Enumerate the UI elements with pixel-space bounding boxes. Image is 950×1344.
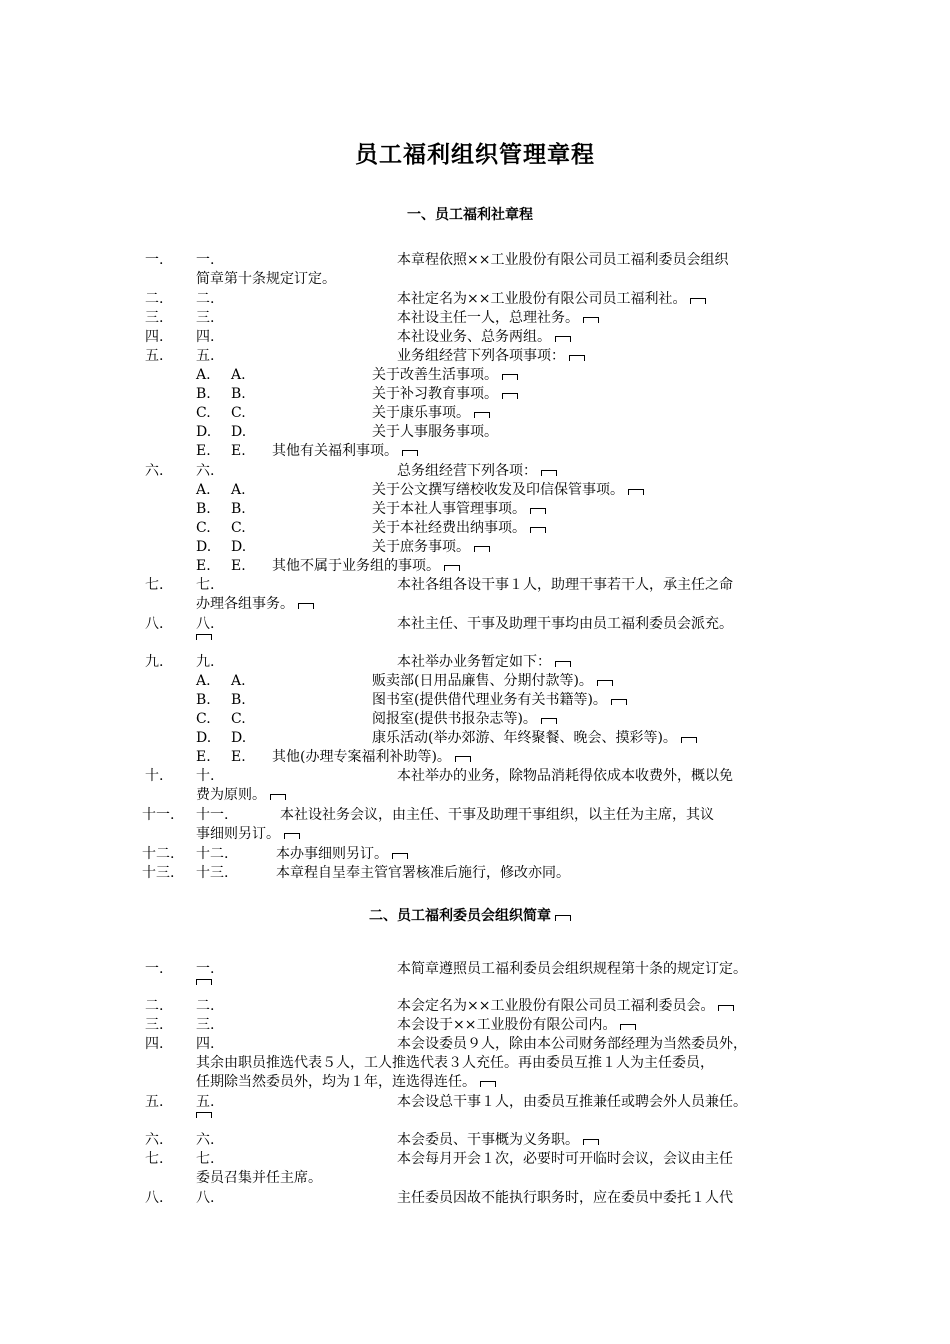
item-number: 二. <box>145 291 164 307</box>
item-text-wrap <box>397 290 706 309</box>
item-number-dup: 十三. <box>196 865 229 881</box>
item-text: 本社设社务会议，由主任、干事及助理干事组织，以主任为主席，其议 <box>280 807 714 823</box>
sub-letter: A. <box>196 482 211 498</box>
sub-letter-dup: E. <box>231 558 246 574</box>
paragraph-mark <box>444 565 460 571</box>
sub-text: 康乐活动(举办郊游、年终聚餐、晚会、摸彩等)。 <box>372 730 677 746</box>
sub-text: 贩卖部(日用品廉售、分期付款等)。 <box>372 673 593 689</box>
paragraph-mark <box>530 508 546 514</box>
item-number-dup: 五. <box>196 348 215 364</box>
sub-text: 关于本社经费出纳事项。 <box>372 520 526 536</box>
item-number-dup: 一. <box>196 961 215 977</box>
sub-letter: E. <box>196 749 211 765</box>
sub-text-wrap <box>372 672 613 691</box>
item-number: 十三. <box>142 865 175 881</box>
sub-text: 图书室(提供借代理业务有关书籍等)。 <box>372 692 607 708</box>
paragraph-mark <box>555 661 571 667</box>
item-number-dup: 三. <box>196 310 215 326</box>
item-number: 六. <box>145 463 164 479</box>
item-number: 四. <box>145 1036 164 1052</box>
paragraph-mark <box>555 915 571 921</box>
item-text: 本社设业务、总务两组。 <box>397 329 551 345</box>
item-text: 本章程依照××工业股份有限公司员工福利委员会组织 <box>397 252 729 268</box>
sub-text: 关于庶务事项。 <box>372 539 470 555</box>
sub-letter-dup: D. <box>231 730 247 746</box>
sub-letter: B. <box>196 386 211 402</box>
item-text-wrap <box>397 1016 636 1035</box>
sub-text: 关于康乐事项。 <box>372 405 470 421</box>
sub-letter: D. <box>196 424 212 440</box>
sub-letter-dup: D. <box>231 539 247 555</box>
sub-text: 其他不属于业务组的事项。 <box>272 558 440 574</box>
paragraph-mark <box>270 794 286 800</box>
item-number: 四. <box>145 329 164 345</box>
sub-letter-dup: E. <box>231 443 246 459</box>
paragraph-mark <box>502 393 518 399</box>
paragraph-mark <box>196 634 212 640</box>
item-text-cont-wrap <box>196 786 286 805</box>
item-text: 本社举办业务暂定如下： <box>397 654 551 670</box>
item-text-wrap <box>397 309 599 328</box>
sub-letter: E. <box>196 443 211 459</box>
item-text: 本章程自呈奉主管官署核准后施行，修改亦同。 <box>276 865 570 881</box>
item-number-dup: 二. <box>196 291 215 307</box>
item-text-cont: 办理各组事务。 <box>196 596 294 612</box>
item-text: 本会设总干事１人，由委员互推兼任或聘会外人员兼任。 <box>397 1094 747 1110</box>
sub-text-wrap <box>372 404 490 423</box>
paragraph-mark <box>611 699 627 705</box>
sub-letter-dup: B. <box>231 501 246 517</box>
item-text: 本会定名为××工业股份有限公司员工福利委员会。 <box>397 998 715 1014</box>
item-text: 本会设委员９人，除由本公司财务部经理为当然委员外， <box>397 1036 747 1052</box>
item-number-dup: 六. <box>196 1132 215 1148</box>
item-number: 三. <box>145 1017 164 1033</box>
section2-heading: 二、员工福利委员会组织简章 <box>369 908 551 924</box>
sub-letter-dup: C. <box>231 405 246 421</box>
item-text-wrap <box>397 462 557 481</box>
paragraph-mark <box>681 737 697 743</box>
item-number: 七. <box>145 1151 164 1167</box>
paragraph-mark <box>690 298 706 304</box>
item-text: 主任委员因故不能执行职务时，应在委员中委托１人代 <box>397 1190 733 1206</box>
paragraph-mark <box>284 833 300 839</box>
sub-letter: E. <box>196 558 211 574</box>
sub-text-wrap <box>372 366 518 385</box>
item-text-cont: 简章第十条规定订定。 <box>196 271 336 287</box>
item-number: 三. <box>145 310 164 326</box>
sub-letter: A. <box>196 367 211 383</box>
sub-text-wrap <box>372 729 697 748</box>
item-number-dup: 十二. <box>196 846 229 862</box>
item-number: 一. <box>145 252 164 268</box>
paragraph-mark <box>718 1005 734 1011</box>
item-number-dup: 八. <box>196 1190 215 1206</box>
item-text-wrap <box>397 653 571 672</box>
paragraph-mark <box>474 546 490 552</box>
item-text: 本社举办的业务，除物品消耗得依成本收费外，概以免 <box>397 768 733 784</box>
item-number-dup: 六. <box>196 463 215 479</box>
sub-text-wrap <box>272 442 418 461</box>
sub-text-wrap <box>372 710 557 729</box>
item-number-dup: 十一. <box>196 807 229 823</box>
item-number: 七. <box>145 577 164 593</box>
sub-letter: B. <box>196 692 211 708</box>
item-text: 本会每月开会１次，必要时可开临时会议，会议由主任 <box>397 1151 733 1167</box>
item-number-dup: 九. <box>196 654 215 670</box>
item-number: 十一. <box>142 807 175 823</box>
sub-text-wrap <box>372 385 518 404</box>
item-text-cont-wrap <box>196 1073 496 1092</box>
sub-text-wrap <box>372 538 490 557</box>
paragraph-mark <box>196 1112 212 1118</box>
item-text: 总务组经营下列各项： <box>397 463 537 479</box>
item-number-dup: 五. <box>196 1094 215 1110</box>
sub-letter: D. <box>196 539 212 555</box>
item-number: 五. <box>145 348 164 364</box>
sub-letter-dup: B. <box>231 692 246 708</box>
paragraph-mark <box>480 1081 496 1087</box>
item-text: 本社各组各设干事１人，助理干事若干人，承主任之命 <box>397 577 733 593</box>
sub-letter-dup: A. <box>231 367 246 383</box>
paragraph-mark <box>196 979 212 985</box>
sub-letter: A. <box>196 673 211 689</box>
section2-heading-wrap <box>0 905 940 925</box>
item-text: 本社定名为××工业股份有限公司员工福利社。 <box>397 291 687 307</box>
item-number-dup: 七. <box>196 1151 215 1167</box>
item-text-cont-wrap <box>196 595 314 614</box>
paragraph-mark <box>555 336 571 342</box>
item-number: 八. <box>145 616 164 632</box>
sub-letter: C. <box>196 405 211 421</box>
item-number-dup: 二. <box>196 998 215 1014</box>
sub-letter-dup: D. <box>231 424 247 440</box>
sub-letter-dup: A. <box>231 673 246 689</box>
sub-text: 关于人事服务事项。 <box>372 424 498 440</box>
paragraph-mark <box>597 680 613 686</box>
sub-text-wrap <box>372 481 644 500</box>
item-number: 十. <box>145 768 164 784</box>
paragraph-mark <box>530 527 546 533</box>
sub-letter: C. <box>196 711 211 727</box>
sub-text: 关于公文撰写缮校收发及印信保管事项。 <box>372 482 624 498</box>
item-text: 本会设于××工业股份有限公司内。 <box>397 1017 617 1033</box>
item-text-wrap <box>397 1131 599 1150</box>
paragraph-mark <box>541 718 557 724</box>
sub-letter-dup: C. <box>231 520 246 536</box>
sub-text: 其他有关福利事项。 <box>272 443 398 459</box>
item-text: 本办事细则另订。 <box>276 846 388 862</box>
paragraph-mark <box>392 853 408 859</box>
item-text-wrap <box>397 328 571 347</box>
item-number: 二. <box>145 998 164 1014</box>
item-number: 九. <box>145 654 164 670</box>
item-number-dup: 一. <box>196 252 215 268</box>
sub-text: 其他(办理专案福利补助等)。 <box>272 749 451 765</box>
sub-text: 阅报室(提供书报杂志等)。 <box>372 711 537 727</box>
item-text-wrap <box>397 997 734 1016</box>
section1-heading: 一、员工福利社章程 <box>407 207 533 223</box>
item-text-cont2: 任期除当然委员外，均为１年，连选得连任。 <box>196 1074 476 1090</box>
item-text-cont: 事细则另订。 <box>196 826 280 842</box>
item-text-wrap <box>276 845 408 864</box>
item-number: 五. <box>145 1094 164 1110</box>
paragraph-mark <box>583 1139 599 1145</box>
item-text-cont-wrap <box>196 825 300 844</box>
sub-text-wrap <box>372 691 627 710</box>
sub-text-wrap <box>372 519 546 538</box>
paragraph-mark <box>455 756 471 762</box>
item-number-dup: 四. <box>196 329 215 345</box>
sub-letter: C. <box>196 520 211 536</box>
item-text: 本社设主任一人，总理社务。 <box>397 310 579 326</box>
item-number-dup: 三. <box>196 1017 215 1033</box>
sub-letter-dup: A. <box>231 482 246 498</box>
paragraph-mark <box>583 317 599 323</box>
item-text-cont: 费为原则。 <box>196 787 266 803</box>
sub-letter: B. <box>196 501 211 517</box>
sub-text-wrap <box>272 748 471 767</box>
item-text-cont: 其余由职员推选代表５人，工人推选代表３人充任。再由委员互推１人为主任委员， <box>196 1055 714 1071</box>
item-text-cont: 委员召集并任主席。 <box>196 1170 322 1186</box>
paragraph-mark <box>628 489 644 495</box>
item-number-dup: 七. <box>196 577 215 593</box>
sub-letter: D. <box>196 730 212 746</box>
item-text: 本简章遵照员工福利委员会组织规程第十条的规定订定。 <box>397 961 747 977</box>
paragraph-mark <box>620 1024 636 1030</box>
sub-letter-dup: E. <box>231 749 246 765</box>
item-text: 业务组经营下列各项事项： <box>397 348 565 364</box>
item-number: 一. <box>145 961 164 977</box>
item-number-dup: 十. <box>196 768 215 784</box>
item-number-dup: 八. <box>196 616 215 632</box>
sub-text: 关于改善生活事项。 <box>372 367 498 383</box>
item-number: 六. <box>145 1132 164 1148</box>
document-title: 员工福利组织管理章程 <box>355 142 595 168</box>
paragraph-mark <box>298 603 314 609</box>
paragraph-mark <box>541 470 557 476</box>
sub-text: 关于本社人事管理事项。 <box>372 501 526 517</box>
sub-text-wrap <box>372 500 546 519</box>
sub-text: 关于补习教育事项。 <box>372 386 498 402</box>
sub-letter-dup: C. <box>231 711 246 727</box>
item-number: 八. <box>145 1190 164 1206</box>
item-text: 本会委员、干事概为义务职。 <box>397 1132 579 1148</box>
item-number: 十二. <box>142 846 175 862</box>
paragraph-mark <box>474 412 490 418</box>
sub-text-wrap <box>272 557 460 576</box>
sub-letter-dup: B. <box>231 386 246 402</box>
paragraph-mark <box>502 374 518 380</box>
item-text: 本社主任、干事及助理干事均由员工福利委员会派充。 <box>397 616 733 632</box>
item-text-wrap <box>397 347 585 366</box>
paragraph-mark <box>402 450 418 456</box>
item-number-dup: 四. <box>196 1036 215 1052</box>
paragraph-mark <box>569 355 585 361</box>
